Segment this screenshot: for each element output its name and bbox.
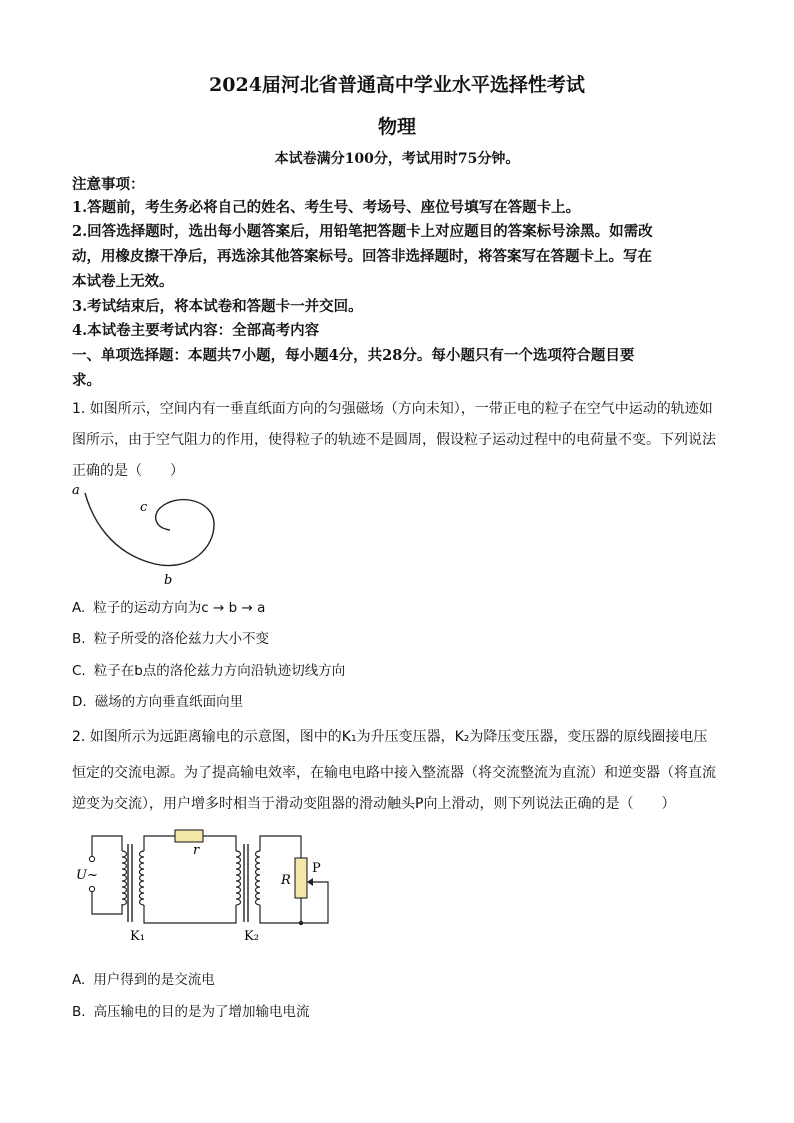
exam-title: 2024届河北省普通高中学业水平选择性考试 xyxy=(209,74,585,96)
q2-transmission-circuit-figure xyxy=(72,826,342,946)
q1-trajectory-figure xyxy=(60,478,230,590)
q2-stem-line: 2. 如图所示为远距离输电的示意图，图中的K₁为升压变压器，K₂为降压变压器，变压器的原线圈接电压 xyxy=(72,729,708,745)
option-text: 高压输电的目的是为了增加输电电流 xyxy=(93,1004,310,1020)
exam-info: 本试卷满分100分，考试用时75分钟。 xyxy=(274,151,520,167)
label-U: U~ xyxy=(76,868,98,883)
option-key: C. xyxy=(72,663,86,679)
option-key: A. xyxy=(72,972,86,988)
q1-stem-line: 1. 如图所示，空间内有一垂直纸面方向的匀强磁场（方向未知），一带正电的粒子在空气中运动的轨迹如 xyxy=(72,401,713,417)
label-c: c xyxy=(140,500,148,515)
q2-option-b[interactable] xyxy=(72,1000,310,1020)
q1-option-c[interactable] xyxy=(72,659,345,679)
notice-line: 2.回答选择题时，选出每小题答案后，用铅笔把答题卡上对应题目的答案标号涂黑。如需改 xyxy=(72,223,653,240)
q1-stem-line: 正确的是（ ） xyxy=(72,463,184,479)
q1-stem-line: 图所示，由于空气阻力的作用，使得粒子的轨迹不是圆周，假设粒子运动过程中的电荷量不变。下列说法 xyxy=(72,432,716,448)
option-text: 粒子在b点的洛伦兹力方向沿轨迹切线方向 xyxy=(93,663,346,679)
option-key: D. xyxy=(72,694,87,710)
label-b: b xyxy=(164,573,173,588)
label-P: P xyxy=(312,861,321,876)
label-r: r xyxy=(193,843,200,858)
option-key: B. xyxy=(72,631,86,647)
section-heading-cont: 求。 xyxy=(72,372,101,389)
label-K1: K₁ xyxy=(130,929,145,944)
notice-heading: 注意事项： xyxy=(72,176,145,193)
q1-option-b[interactable] xyxy=(72,627,269,647)
notice-line: 动，用橡皮擦干净后，再选涂其他答案标号。回答非选择题时，将答案写在答题卡上。写在 xyxy=(72,248,652,265)
option-key: B. xyxy=(72,1004,86,1020)
option-text: 磁场的方向垂直纸面向里 xyxy=(94,694,244,710)
q1-option-a[interactable] xyxy=(72,596,265,616)
label-K2: K₂ xyxy=(244,929,259,944)
notice-line: 本试卷上无效。 xyxy=(72,273,174,290)
option-key: A. xyxy=(72,600,86,616)
notice-line: 4.本试卷主要考试内容：全部高考内容 xyxy=(72,322,320,339)
notice-line: 3.考试结束后，将本试卷和答题卡一并交回。 xyxy=(72,298,363,315)
trajectory-curve xyxy=(85,493,214,566)
option-text: 粒子的运动方向为c → b → a xyxy=(93,600,266,616)
subject-title: 物理 xyxy=(377,116,416,138)
label-a: a xyxy=(72,483,80,498)
q2-stem-line: 逆变为交流），用户增多时相当于滑动变阻器的滑动触头P向上滑动，则下列说法正确的是（ ） xyxy=(72,796,676,812)
label-R: R xyxy=(281,873,291,888)
q2-stem-line: 恒定的交流电源。为了提高输电效率，在输电电路中接入整流器（将交流整流为直流）和逆变器（将直流 xyxy=(72,765,716,781)
q1-option-d[interactable] xyxy=(72,690,243,710)
section-heading: 一、单项选择题：本题共7小题，每小题4分，共28分。每小题只有一个选项符合题目要 xyxy=(72,347,635,364)
notice-line: 1.答题前，考生务必将自己的姓名、考生号、考场号、座位号填写在答题卡上。 xyxy=(72,199,581,216)
q2-option-a[interactable] xyxy=(72,968,215,988)
option-text: 用户得到的是交流电 xyxy=(93,972,215,988)
option-text: 粒子所受的洛伦兹力大小不变 xyxy=(93,631,270,647)
